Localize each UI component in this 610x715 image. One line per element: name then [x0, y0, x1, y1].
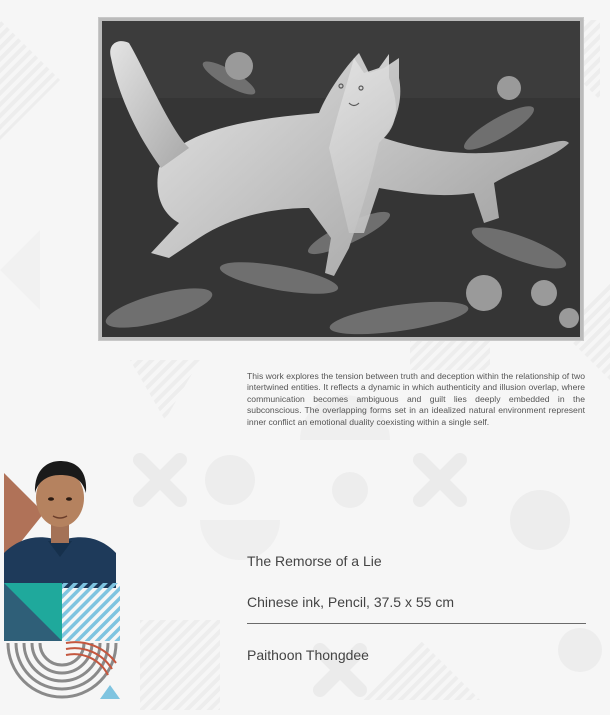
artwork-description: This work explores the tension between truth and deception within the relationship of two intertwined entities. It reflects a dynamic in which authenticity and illusion overlap, where communication becomes ambiguous and guilt lies deeply embedded in the subconscious. The overlapping forms set in an idealized natural environment represent inner conflict an emotional duality coexisting within a single self.	[247, 371, 585, 427]
artwork-image	[99, 18, 583, 340]
artwork-medium: Chinese ink, Pencil, 37.5 x 55 cm	[247, 594, 454, 610]
divider	[247, 623, 586, 624]
artist-name: Paithoon Thongdee	[247, 647, 369, 663]
artwork-title: The Remorse of a Lie	[247, 553, 382, 569]
decorative-graphic	[4, 583, 120, 699]
artist-portrait	[4, 453, 116, 588]
